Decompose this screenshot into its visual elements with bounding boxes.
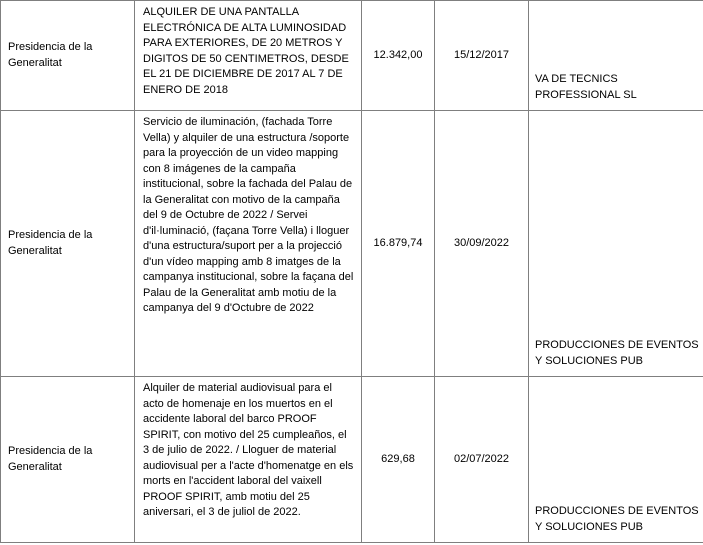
table-row xyxy=(1,111,703,377)
table-row xyxy=(1,377,703,543)
entity-cell: Presidencia de la Generalitat xyxy=(1,377,135,543)
amount-cell: 12.342,00 xyxy=(362,1,435,111)
description-cell: Alquiler de material audiovisual para el acto de homenaje en los muertos en el accidente laboral del barco PROOF SPIRIT, con motivo del 25 cumpleaños, el 3 de julio de 2022. / Lloguer de material audiovisual per a l'acte d'homenatge en els morts en l'accident laboral del vaixell PROOF SPIRIT, amb motiu del 25 aniversari, el 3 de juliol de 2022. xyxy=(135,377,362,543)
amount-cell: 629,68 xyxy=(362,377,435,543)
provider-cell: VA DE TECNICS PROFESSIONAL SL xyxy=(529,1,703,111)
entity-cell: Presidencia de la Generalitat xyxy=(1,1,135,111)
description-cell: Servicio de iluminación, (fachada Torre Vella) y alquiler de una estructura /soporte para la proyección de un video mapping con 8 imágenes de la campaña institucional, sobre la fachada del Palau de la Generalitat con motivo de la campaña del 9 de Octubre de 2022 / Servei d'il·luminació, (façana Torre Vella) i lloguer d'una estructura/suport per a la projecció d'un vídeo mapping amb 8 imatges de la campanya institucional, sobre la façana del Palau de la Generalitat amb motiu de la campanya del 9 d'Octubre de 2022 xyxy=(135,111,362,377)
entity-cell: Presidencia de la Generalitat xyxy=(1,111,135,377)
date-cell: 15/12/2017 xyxy=(435,1,529,111)
provider-cell: PRODUCCIONES DE EVENTOS Y SOLUCIONES PUB xyxy=(529,377,703,543)
description-cell: ALQUILER DE UNA PANTALLA ELECTRÓNICA DE ALTA LUMINOSIDAD PARA EXTERIORES, DE 20 METROS Y DIGITOS DE 50 CENTIMETROS, DESDE EL 21 DE DICIEMBRE DE 2017 AL 7 DE ENERO DE 2018 xyxy=(135,1,362,111)
table-row xyxy=(1,1,703,111)
provider-cell: PRODUCCIONES DE EVENTOS Y SOLUCIONES PUB xyxy=(529,111,703,377)
amount-cell: 16.879,74 xyxy=(362,111,435,377)
date-cell: 30/09/2022 xyxy=(435,111,529,377)
date-cell: 02/07/2022 xyxy=(435,377,529,543)
